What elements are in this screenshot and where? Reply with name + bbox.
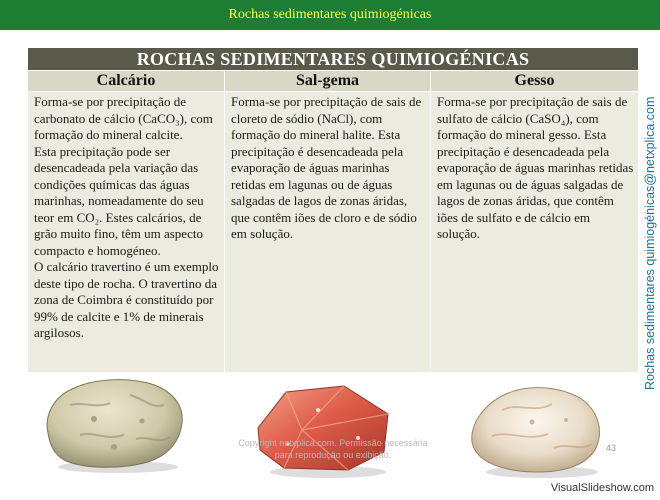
- table-title: ROCHAS SEDIMENTARES QUIMIOGÉNICAS: [28, 48, 639, 71]
- paragraph: O calcário travertino é um exemplo deste tipo de rocha. O travertino da zona de Coimbra é constituído por 99% de calcite e 1% de minerais argilosos.: [34, 259, 219, 340]
- paragraph: Esta precipitação pode ser desencadeada pela variação das condições químicas das águas marinhas, nomeadamente do seu teor em CO₂. Estes calcários, de grão muito fino, têm um aspecto compacto e homogéneo.: [34, 143, 204, 258]
- page-number: 43: [606, 443, 617, 453]
- column-header-sal-gema: Sal-gema: [225, 71, 431, 92]
- comparison-table: [27, 47, 639, 373]
- copyright-notice: Copyright netxplica.com. Permissão necessária para reprodução ou exibição.: [238, 438, 428, 460]
- sal-gema-description: [225, 92, 431, 373]
- sal-gema-rock-image: [248, 380, 398, 480]
- paragraph: Forma-se por precipitação de sais de cloreto de sódio (NaCl), com formação do mineral halite. Esta precipitação é desencadeada pela evaporação de águas marinhas retidas em lagunas ou de águas salgadas de lagos de zonas áridas, que contêm iões de cloro e de sódio em solução.: [231, 94, 422, 241]
- slide-title: Rochas sedimentares quimiogénicas: [228, 7, 432, 22]
- column-header-gesso: Gesso: [431, 71, 639, 92]
- calcario-rock-image: [40, 375, 190, 475]
- column-header-calcario: Calcário: [28, 71, 225, 92]
- slide-header: [0, 0, 660, 30]
- calcario-description: [28, 92, 225, 373]
- site-watermark: VisualSlideshow.com: [550, 482, 654, 494]
- gesso-rock-image: [462, 380, 612, 480]
- paragraph: Forma-se por precipitação de carbonato de cálcio (CaCO₃), com formação do mineral calcite.: [34, 94, 213, 142]
- paragraph: Forma-se por precipitação de sais de sulfato de cálcio (CaSO₄), com formação do mineral gesso. Esta precipitação é desencadeada pela evaporação de águas marinhas retidas em lagunas ou de águas salgadas de lagos de zonas áridas, que contêm iões de sulfato e de cálcio em solução.: [437, 94, 634, 241]
- gesso-description: [431, 92, 639, 373]
- side-caption: Rochas sedimentares quimiogénicas@netxplica.com: [643, 96, 657, 390]
